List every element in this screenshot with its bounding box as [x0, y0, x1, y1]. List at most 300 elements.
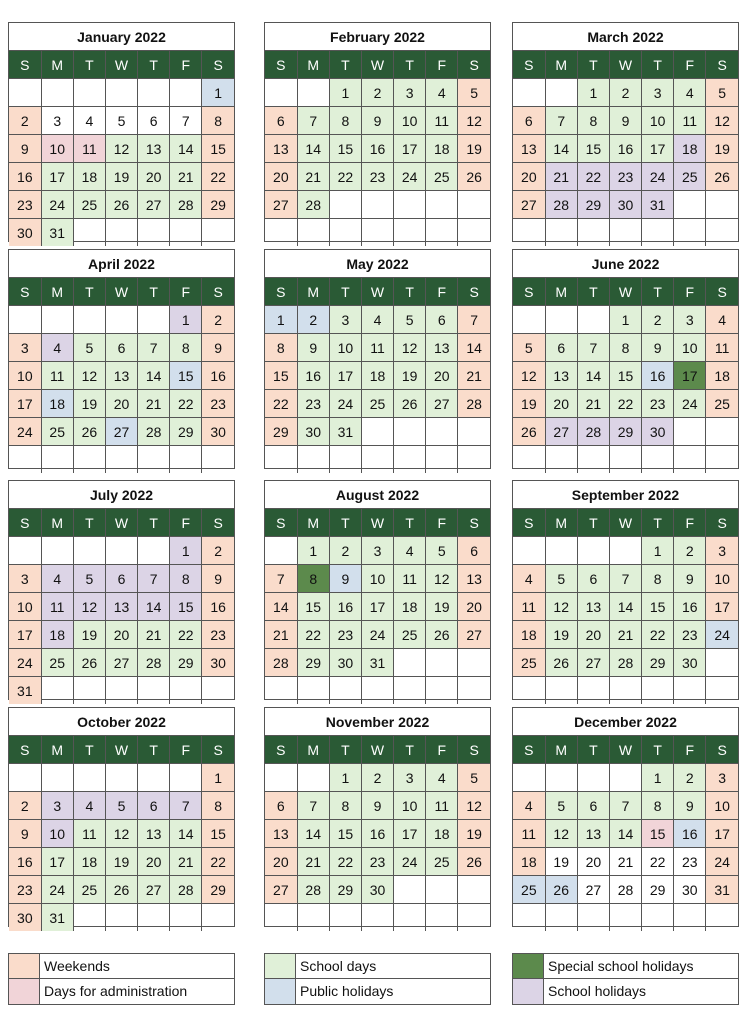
weekday-header: W: [361, 509, 393, 537]
day-cell: 6: [138, 792, 170, 820]
week-row: [9, 876, 234, 904]
week-row: [9, 446, 234, 474]
month-calendar: [264, 707, 491, 927]
day-cell: 20: [265, 848, 297, 876]
day-cell: 20: [138, 163, 170, 191]
day-cell: 10: [329, 334, 361, 362]
day-cell: 24: [361, 621, 393, 649]
day-cell: 5: [545, 565, 577, 593]
week-row: [513, 107, 738, 135]
weekday-header: W: [105, 51, 137, 79]
day-cell: 17: [9, 621, 41, 649]
empty-cell: [297, 79, 329, 107]
legend-swatch-weekends: [9, 954, 40, 978]
week-row: [513, 621, 738, 649]
empty-cell: [73, 446, 105, 474]
day-cell: 27: [513, 191, 545, 219]
legend-swatch-school-days: [265, 954, 296, 978]
empty-cell: [458, 649, 490, 677]
day-cell: 3: [329, 306, 361, 334]
month-title: December 2022: [513, 708, 738, 736]
day-cell: 27: [426, 390, 458, 418]
day-cell: 7: [138, 565, 170, 593]
empty-cell: [329, 904, 361, 932]
empty-cell: [513, 306, 545, 334]
empty-cell: [265, 79, 297, 107]
weekday-header-row: [9, 736, 234, 764]
day-cell: 1: [202, 764, 234, 792]
day-cell: 30: [202, 418, 234, 446]
day-cell: 5: [105, 107, 137, 135]
day-cell: 24: [9, 418, 41, 446]
legend-label-weekends: Weekends: [44, 958, 110, 974]
day-cell: 19: [394, 362, 426, 390]
empty-cell: [394, 446, 426, 474]
day-cell: 4: [73, 792, 105, 820]
day-cell: 1: [577, 79, 609, 107]
day-cell: 6: [105, 565, 137, 593]
weekday-header: M: [545, 736, 577, 764]
day-cell: 19: [458, 135, 490, 163]
week-row: [265, 362, 490, 390]
empty-cell: [674, 677, 706, 705]
day-cell: 12: [73, 593, 105, 621]
weekday-header: S: [9, 278, 41, 306]
weekday-header: S: [513, 278, 545, 306]
day-cell: 22: [202, 848, 234, 876]
month-title: January 2022: [9, 23, 234, 51]
empty-cell: [202, 446, 234, 474]
month-title: June 2022: [513, 250, 738, 278]
day-cell: 8: [170, 565, 202, 593]
week-row: [265, 792, 490, 820]
weekday-header: F: [170, 51, 202, 79]
day-cell: 4: [41, 334, 73, 362]
day-cell: 21: [265, 621, 297, 649]
week-row: [513, 390, 738, 418]
day-cell: 14: [138, 362, 170, 390]
day-cell: 26: [105, 191, 137, 219]
day-cell: 1: [265, 306, 297, 334]
weekday-header: M: [297, 278, 329, 306]
day-cell: 29: [202, 191, 234, 219]
day-cell: 10: [394, 107, 426, 135]
empty-cell: [170, 219, 202, 247]
empty-cell: [138, 219, 170, 247]
week-row: [265, 306, 490, 334]
day-cell: 13: [105, 362, 137, 390]
empty-cell: [545, 219, 577, 247]
weekday-header: T: [577, 509, 609, 537]
empty-cell: [674, 904, 706, 932]
empty-cell: [426, 904, 458, 932]
day-cell: 16: [674, 820, 706, 848]
week-row: [265, 904, 490, 932]
weekday-header: F: [426, 51, 458, 79]
empty-cell: [609, 537, 641, 565]
weekday-header: S: [265, 51, 297, 79]
day-cell: 10: [706, 565, 738, 593]
empty-cell: [545, 306, 577, 334]
month-title: April 2022: [9, 250, 234, 278]
weekday-header: M: [545, 51, 577, 79]
week-row: [265, 565, 490, 593]
day-cell: 12: [105, 820, 137, 848]
day-cell: 15: [609, 362, 641, 390]
day-cell: 1: [642, 537, 674, 565]
day-cell: 26: [105, 876, 137, 904]
day-cell: 24: [706, 848, 738, 876]
empty-cell: [513, 219, 545, 247]
empty-cell: [426, 191, 458, 219]
day-cell: 27: [138, 191, 170, 219]
day-cell: 11: [513, 593, 545, 621]
day-cell: 1: [202, 79, 234, 107]
day-cell: 7: [577, 334, 609, 362]
day-cell: 29: [297, 649, 329, 677]
month-title: February 2022: [265, 23, 490, 51]
weekday-header: F: [674, 736, 706, 764]
empty-cell: [545, 537, 577, 565]
empty-cell: [329, 677, 361, 705]
empty-cell: [361, 677, 393, 705]
week-row: [9, 565, 234, 593]
day-cell: 4: [73, 107, 105, 135]
weekday-header: W: [609, 51, 641, 79]
month-calendar: [264, 249, 491, 469]
weekday-header: F: [426, 736, 458, 764]
empty-cell: [458, 446, 490, 474]
day-cell: 28: [297, 191, 329, 219]
legend-item-special-holidays: [512, 953, 739, 979]
day-cell: 11: [513, 820, 545, 848]
week-row: [265, 79, 490, 107]
day-cell: 17: [9, 390, 41, 418]
week-row: [265, 876, 490, 904]
legend-label-admin: Days for administration: [44, 983, 188, 999]
day-cell: 4: [513, 792, 545, 820]
day-cell: 18: [361, 362, 393, 390]
weekday-header: F: [426, 278, 458, 306]
day-cell: 6: [105, 334, 137, 362]
day-cell: 31: [642, 191, 674, 219]
day-cell: 20: [545, 390, 577, 418]
day-cell: 5: [394, 306, 426, 334]
day-cell: 13: [265, 135, 297, 163]
day-cell: 10: [9, 593, 41, 621]
day-cell: 24: [41, 191, 73, 219]
weekday-header: T: [329, 509, 361, 537]
day-cell: 18: [674, 135, 706, 163]
empty-cell: [73, 537, 105, 565]
legend-swatch-school-holidays: [513, 979, 544, 1004]
day-cell: 27: [577, 649, 609, 677]
day-cell: 9: [297, 334, 329, 362]
day-cell: 13: [426, 334, 458, 362]
day-cell: 4: [674, 79, 706, 107]
day-cell: 28: [577, 418, 609, 446]
weekday-header: W: [105, 736, 137, 764]
day-cell: 29: [577, 191, 609, 219]
week-row: [9, 334, 234, 362]
empty-cell: [73, 306, 105, 334]
day-cell: 13: [577, 593, 609, 621]
day-cell: 19: [545, 848, 577, 876]
day-cell: 1: [329, 79, 361, 107]
day-cell: 6: [545, 334, 577, 362]
day-cell: 17: [706, 593, 738, 621]
day-cell: 24: [9, 649, 41, 677]
day-cell: 15: [265, 362, 297, 390]
week-row: [513, 593, 738, 621]
day-cell: 8: [202, 792, 234, 820]
day-cell: 24: [394, 848, 426, 876]
empty-cell: [394, 219, 426, 247]
legend-label-school-days: School days: [300, 958, 377, 974]
empty-cell: [394, 191, 426, 219]
month-calendar: [8, 22, 235, 242]
empty-cell: [105, 79, 137, 107]
month-grid: [265, 278, 490, 473]
weekday-header: T: [138, 278, 170, 306]
day-cell: 21: [138, 390, 170, 418]
day-cell: 1: [642, 764, 674, 792]
week-row: [9, 107, 234, 135]
day-cell: 25: [73, 876, 105, 904]
week-row: [513, 362, 738, 390]
weekday-header: F: [674, 51, 706, 79]
day-cell: 31: [361, 649, 393, 677]
day-cell: 17: [642, 135, 674, 163]
weekday-header: T: [138, 736, 170, 764]
day-cell: 12: [513, 362, 545, 390]
day-cell: 2: [609, 79, 641, 107]
day-cell: 14: [609, 593, 641, 621]
day-cell: 26: [73, 418, 105, 446]
day-cell: 9: [329, 565, 361, 593]
day-cell: 3: [9, 565, 41, 593]
weekday-header-row: [513, 51, 738, 79]
day-cell: 29: [329, 876, 361, 904]
week-row: [265, 649, 490, 677]
empty-cell: [9, 537, 41, 565]
weekday-header: F: [426, 509, 458, 537]
day-cell: 17: [361, 593, 393, 621]
empty-cell: [577, 537, 609, 565]
day-cell: 23: [329, 621, 361, 649]
week-row: [265, 848, 490, 876]
week-row: [9, 306, 234, 334]
empty-cell: [577, 219, 609, 247]
empty-cell: [458, 191, 490, 219]
day-cell: 12: [545, 593, 577, 621]
month-calendar: [8, 480, 235, 700]
empty-cell: [361, 219, 393, 247]
day-cell: 10: [41, 820, 73, 848]
empty-cell: [458, 418, 490, 446]
empty-cell: [138, 446, 170, 474]
day-cell: 14: [577, 362, 609, 390]
weekday-header: S: [513, 51, 545, 79]
week-row: [265, 163, 490, 191]
month-grid: [265, 509, 490, 704]
day-cell: 15: [577, 135, 609, 163]
empty-cell: [105, 677, 137, 705]
weekday-header: S: [458, 278, 490, 306]
legend-group-3: [512, 953, 739, 1005]
empty-cell: [41, 306, 73, 334]
week-row: [265, 820, 490, 848]
day-cell: 8: [609, 334, 641, 362]
day-cell: 20: [577, 848, 609, 876]
weekday-header: F: [170, 278, 202, 306]
day-cell: 27: [105, 649, 137, 677]
day-cell: 14: [545, 135, 577, 163]
day-cell: 7: [170, 792, 202, 820]
day-cell: 14: [138, 593, 170, 621]
empty-cell: [170, 677, 202, 705]
empty-cell: [394, 904, 426, 932]
day-cell: 11: [706, 334, 738, 362]
day-cell: 4: [706, 306, 738, 334]
day-cell: 28: [138, 649, 170, 677]
day-cell: 17: [394, 135, 426, 163]
day-cell: 7: [265, 565, 297, 593]
day-cell: 11: [73, 820, 105, 848]
day-cell: 27: [138, 876, 170, 904]
empty-cell: [545, 677, 577, 705]
day-cell: 18: [513, 621, 545, 649]
day-cell: 7: [609, 565, 641, 593]
day-cell: 19: [513, 390, 545, 418]
day-cell: 3: [9, 334, 41, 362]
day-cell: 2: [9, 107, 41, 135]
empty-cell: [73, 677, 105, 705]
week-row: [265, 191, 490, 219]
day-cell: 20: [577, 621, 609, 649]
day-cell: 30: [202, 649, 234, 677]
day-cell: 16: [329, 593, 361, 621]
day-cell: 26: [545, 876, 577, 904]
day-cell: 20: [513, 163, 545, 191]
day-cell: 2: [642, 306, 674, 334]
weekday-header: S: [458, 736, 490, 764]
day-cell: 23: [674, 848, 706, 876]
week-row: [513, 677, 738, 705]
day-cell: 28: [297, 876, 329, 904]
day-cell: 24: [674, 390, 706, 418]
day-cell: 25: [674, 163, 706, 191]
month-grid: [513, 278, 738, 473]
empty-cell: [577, 446, 609, 474]
day-cell: 17: [706, 820, 738, 848]
empty-cell: [577, 306, 609, 334]
empty-cell: [642, 904, 674, 932]
empty-cell: [265, 677, 297, 705]
week-row: [513, 79, 738, 107]
day-cell: 22: [329, 848, 361, 876]
empty-cell: [41, 79, 73, 107]
day-cell: 24: [394, 163, 426, 191]
empty-cell: [265, 764, 297, 792]
day-cell: 25: [394, 621, 426, 649]
weekday-header: M: [41, 51, 73, 79]
day-cell: 29: [642, 649, 674, 677]
day-cell: 27: [105, 418, 137, 446]
empty-cell: [73, 904, 105, 932]
day-cell: 21: [138, 621, 170, 649]
weekday-header: T: [577, 736, 609, 764]
day-cell: 9: [674, 792, 706, 820]
day-cell: 22: [202, 163, 234, 191]
empty-cell: [609, 677, 641, 705]
day-cell: 8: [265, 334, 297, 362]
day-cell: 17: [394, 820, 426, 848]
empty-cell: [170, 904, 202, 932]
weekday-header: S: [202, 736, 234, 764]
day-cell: 6: [577, 565, 609, 593]
day-cell: 13: [545, 362, 577, 390]
day-cell: 3: [706, 537, 738, 565]
day-cell: 19: [545, 621, 577, 649]
legend-item-admin: [8, 979, 235, 1005]
empty-cell: [361, 418, 393, 446]
day-cell: 10: [394, 792, 426, 820]
day-cell: 25: [426, 848, 458, 876]
day-cell: 14: [170, 820, 202, 848]
weekday-header-row: [265, 736, 490, 764]
day-cell: 9: [9, 820, 41, 848]
empty-cell: [202, 904, 234, 932]
legend-swatch-admin: [9, 979, 40, 1004]
week-row: [9, 163, 234, 191]
day-cell: 17: [41, 848, 73, 876]
empty-cell: [138, 904, 170, 932]
empty-cell: [706, 418, 738, 446]
weekday-header: W: [609, 509, 641, 537]
legend-swatch-public-holidays: [265, 979, 296, 1004]
day-cell: 7: [458, 306, 490, 334]
day-cell: 22: [329, 163, 361, 191]
day-cell: 12: [394, 334, 426, 362]
weekday-header: T: [577, 278, 609, 306]
day-cell: 6: [265, 792, 297, 820]
day-cell: 15: [202, 135, 234, 163]
empty-cell: [265, 904, 297, 932]
week-row: [513, 537, 738, 565]
day-cell: 19: [105, 163, 137, 191]
week-row: [9, 219, 234, 247]
week-row: [9, 677, 234, 705]
empty-cell: [706, 191, 738, 219]
empty-cell: [105, 219, 137, 247]
month-grid: [265, 736, 490, 931]
day-cell: 11: [361, 334, 393, 362]
empty-cell: [513, 537, 545, 565]
weekday-header-row: [513, 736, 738, 764]
day-cell: 3: [394, 764, 426, 792]
day-cell: 31: [706, 876, 738, 904]
week-row: [513, 219, 738, 247]
day-cell: 21: [297, 848, 329, 876]
day-cell: 26: [394, 390, 426, 418]
day-cell: 10: [361, 565, 393, 593]
day-cell: 18: [426, 820, 458, 848]
day-cell: 5: [545, 792, 577, 820]
month-calendar: [8, 249, 235, 469]
empty-cell: [394, 418, 426, 446]
day-cell: 30: [674, 649, 706, 677]
